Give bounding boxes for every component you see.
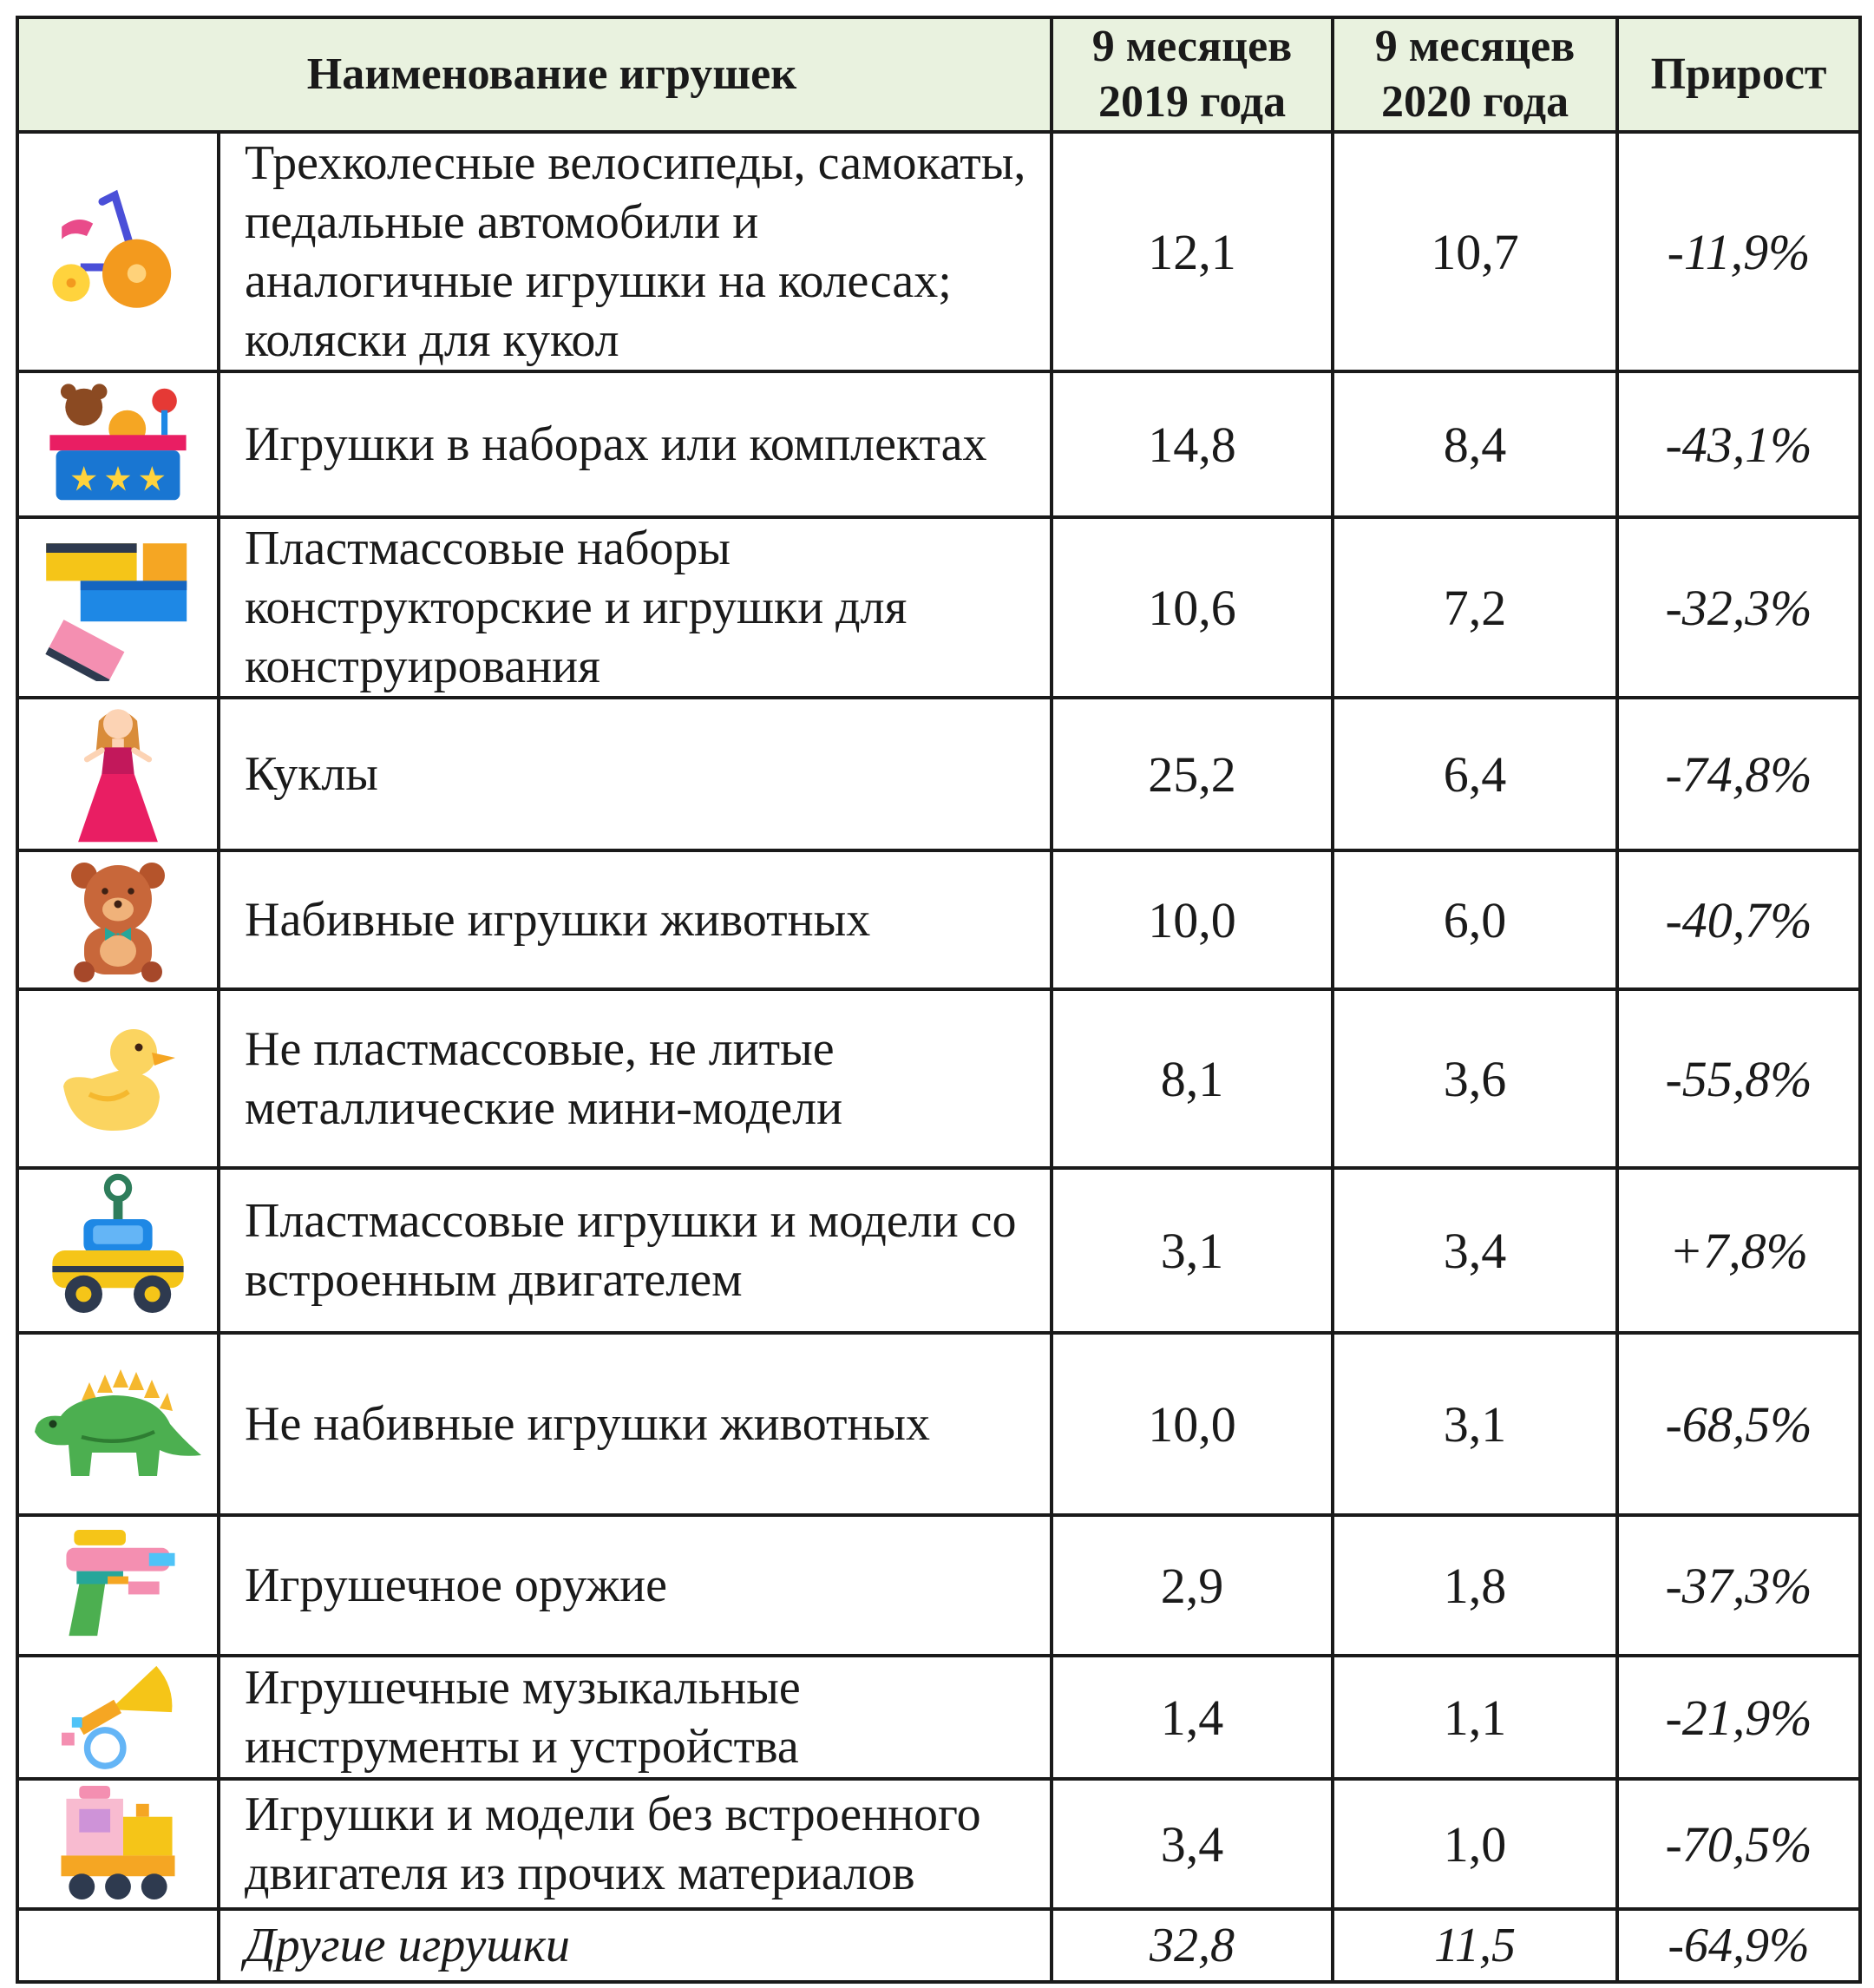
icon-cell [17, 698, 219, 850]
value-2019: 10,6 [1052, 517, 1333, 698]
value-2020: 11,5 [1333, 1909, 1617, 1982]
table-row [17, 1656, 1860, 1779]
icon-cell [17, 1168, 219, 1333]
value-2019: 25,2 [1052, 698, 1333, 850]
value-2020: 3,6 [1333, 989, 1617, 1168]
growth-value: -43,1% [1617, 371, 1860, 517]
icon-cell [17, 850, 219, 989]
icon-cell [17, 1909, 219, 1982]
toy-trumpet-icon [53, 1661, 183, 1774]
wind-up-car-icon [40, 1172, 196, 1329]
table-row [17, 1168, 1860, 1333]
table-row [17, 989, 1860, 1168]
table-row [17, 1779, 1860, 1909]
icon-cell [17, 517, 219, 698]
building-blocks-icon [40, 534, 196, 681]
table-row [17, 1515, 1860, 1656]
value-2019: 10,0 [1052, 1333, 1333, 1515]
water-gun-icon [53, 1525, 183, 1646]
value-2019: 3,1 [1052, 1168, 1333, 1333]
growth-value: -74,8% [1617, 698, 1860, 850]
rubber-duck-icon [53, 1014, 183, 1144]
doll-icon [66, 700, 170, 848]
toy-name: Игрушки в наборах или комплектах [219, 371, 1052, 517]
toy-name: Игрушечное оружие [219, 1515, 1052, 1656]
toy-box-icon [40, 379, 196, 509]
toy-name: Трехколесные велосипеды, самокаты, педальные автомобили и аналогичные игрушки на колесах; коляски для кукол [219, 132, 1052, 371]
toy-name: Игрушки и модели без встроенного двигателя из прочих материалов [219, 1779, 1052, 1909]
toy-name: Пластмассовые игрушки и модели со встроенным двигателем [219, 1168, 1052, 1333]
icon-cell [17, 1656, 219, 1779]
header-2019: 9 месяцев 2019 года [1052, 17, 1333, 132]
table-row [17, 850, 1860, 989]
icon-cell [17, 989, 219, 1168]
toy-name: Другие игрушки [219, 1909, 1052, 1982]
tricycle-icon [40, 174, 196, 330]
value-2019: 32,8 [1052, 1909, 1333, 1982]
table-row [17, 698, 1860, 850]
icon-cell [17, 1779, 219, 1909]
value-2020: 1,0 [1333, 1779, 1617, 1909]
toy-imports-table [16, 16, 1862, 1984]
table-row [17, 371, 1860, 517]
table-row [17, 517, 1860, 698]
value-2020: 3,4 [1333, 1168, 1617, 1333]
table-row [17, 1909, 1860, 1982]
growth-value: +7,8% [1617, 1168, 1860, 1333]
value-2020: 10,7 [1333, 132, 1617, 371]
icon-cell [17, 1333, 219, 1515]
value-2019: 2,9 [1052, 1515, 1333, 1656]
toy-name: Не набивные игрушки животных [219, 1333, 1052, 1515]
value-2020: 6,4 [1333, 698, 1617, 850]
icon-cell [17, 132, 219, 371]
icon-cell [17, 371, 219, 517]
value-2019: 3,4 [1052, 1779, 1333, 1909]
value-2020: 6,0 [1333, 850, 1617, 989]
growth-value: -32,3% [1617, 517, 1860, 698]
value-2019: 1,4 [1052, 1656, 1333, 1779]
toy-train-icon [53, 1783, 183, 1905]
growth-value: -70,5% [1617, 1779, 1860, 1909]
value-2020: 1,8 [1333, 1515, 1617, 1656]
value-2020: 8,4 [1333, 371, 1617, 517]
growth-value: -37,3% [1617, 1515, 1860, 1656]
header-growth: Прирост [1617, 17, 1860, 132]
header-name: Наименование игрушек [17, 17, 1052, 132]
growth-value: -40,7% [1617, 850, 1860, 989]
value-2019: 12,1 [1052, 132, 1333, 371]
toy-name: Игрушечные музыкальные инструменты и устройства [219, 1656, 1052, 1779]
toy-name: Куклы [219, 698, 1052, 850]
growth-value: -11,9% [1617, 132, 1860, 371]
value-2020: 7,2 [1333, 517, 1617, 698]
teddy-bear-icon [53, 855, 183, 985]
table-row [17, 132, 1860, 371]
header-row [17, 17, 1860, 132]
value-2019: 8,1 [1052, 989, 1333, 1168]
table-row [17, 1333, 1860, 1515]
toy-name: Пластмассовые наборы конструкторские и игрушки для конструирования [219, 517, 1052, 698]
growth-value: -55,8% [1617, 989, 1860, 1168]
growth-value: -68,5% [1617, 1333, 1860, 1515]
value-2020: 1,1 [1333, 1656, 1617, 1779]
value-2019: 14,8 [1052, 371, 1333, 517]
dinosaur-icon [29, 1359, 206, 1489]
header-2020: 9 месяцев 2020 года [1333, 17, 1617, 132]
growth-value: -64,9% [1617, 1909, 1860, 1982]
growth-value: -21,9% [1617, 1656, 1860, 1779]
value-2019: 10,0 [1052, 850, 1333, 989]
toy-name: Набивные игрушки животных [219, 850, 1052, 989]
toy-name: Не пластмассовые, не литые металлические мини-модели [219, 989, 1052, 1168]
icon-cell [17, 1515, 219, 1656]
value-2020: 3,1 [1333, 1333, 1617, 1515]
